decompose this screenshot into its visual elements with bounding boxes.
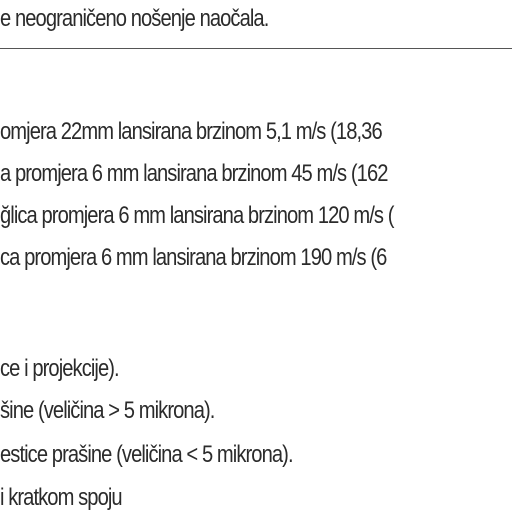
text-line-impact-3: ğlica promjera 6 mm lansirana brzinom 120 m/s ( — [0, 202, 394, 229]
text-line-projection: ce i projekcije). — [0, 355, 119, 382]
text-line-impact-2: a promjera 6 mm lansirana brzinom 45 m/s (162 — [0, 160, 388, 187]
text-line-fine-dust: estice prašine (veličina < 5 mikrona). — [0, 441, 293, 468]
text-line-impact-4: ca promjera 6 mm lansirana brzinom 190 m/s (6 — [0, 244, 387, 271]
text-line-intro: e neograničeno nošenje naočala. — [0, 5, 269, 32]
text-line-impact-1: omjera 22mm lansirana brzinom 5,1 m/s (18,36 — [0, 118, 382, 145]
text-line-short-circuit: i kratkom spoju — [0, 484, 122, 511]
text-line-coarse-dust: šine (veličina > 5 mikrona). — [0, 397, 215, 424]
section-divider — [0, 48, 512, 49]
